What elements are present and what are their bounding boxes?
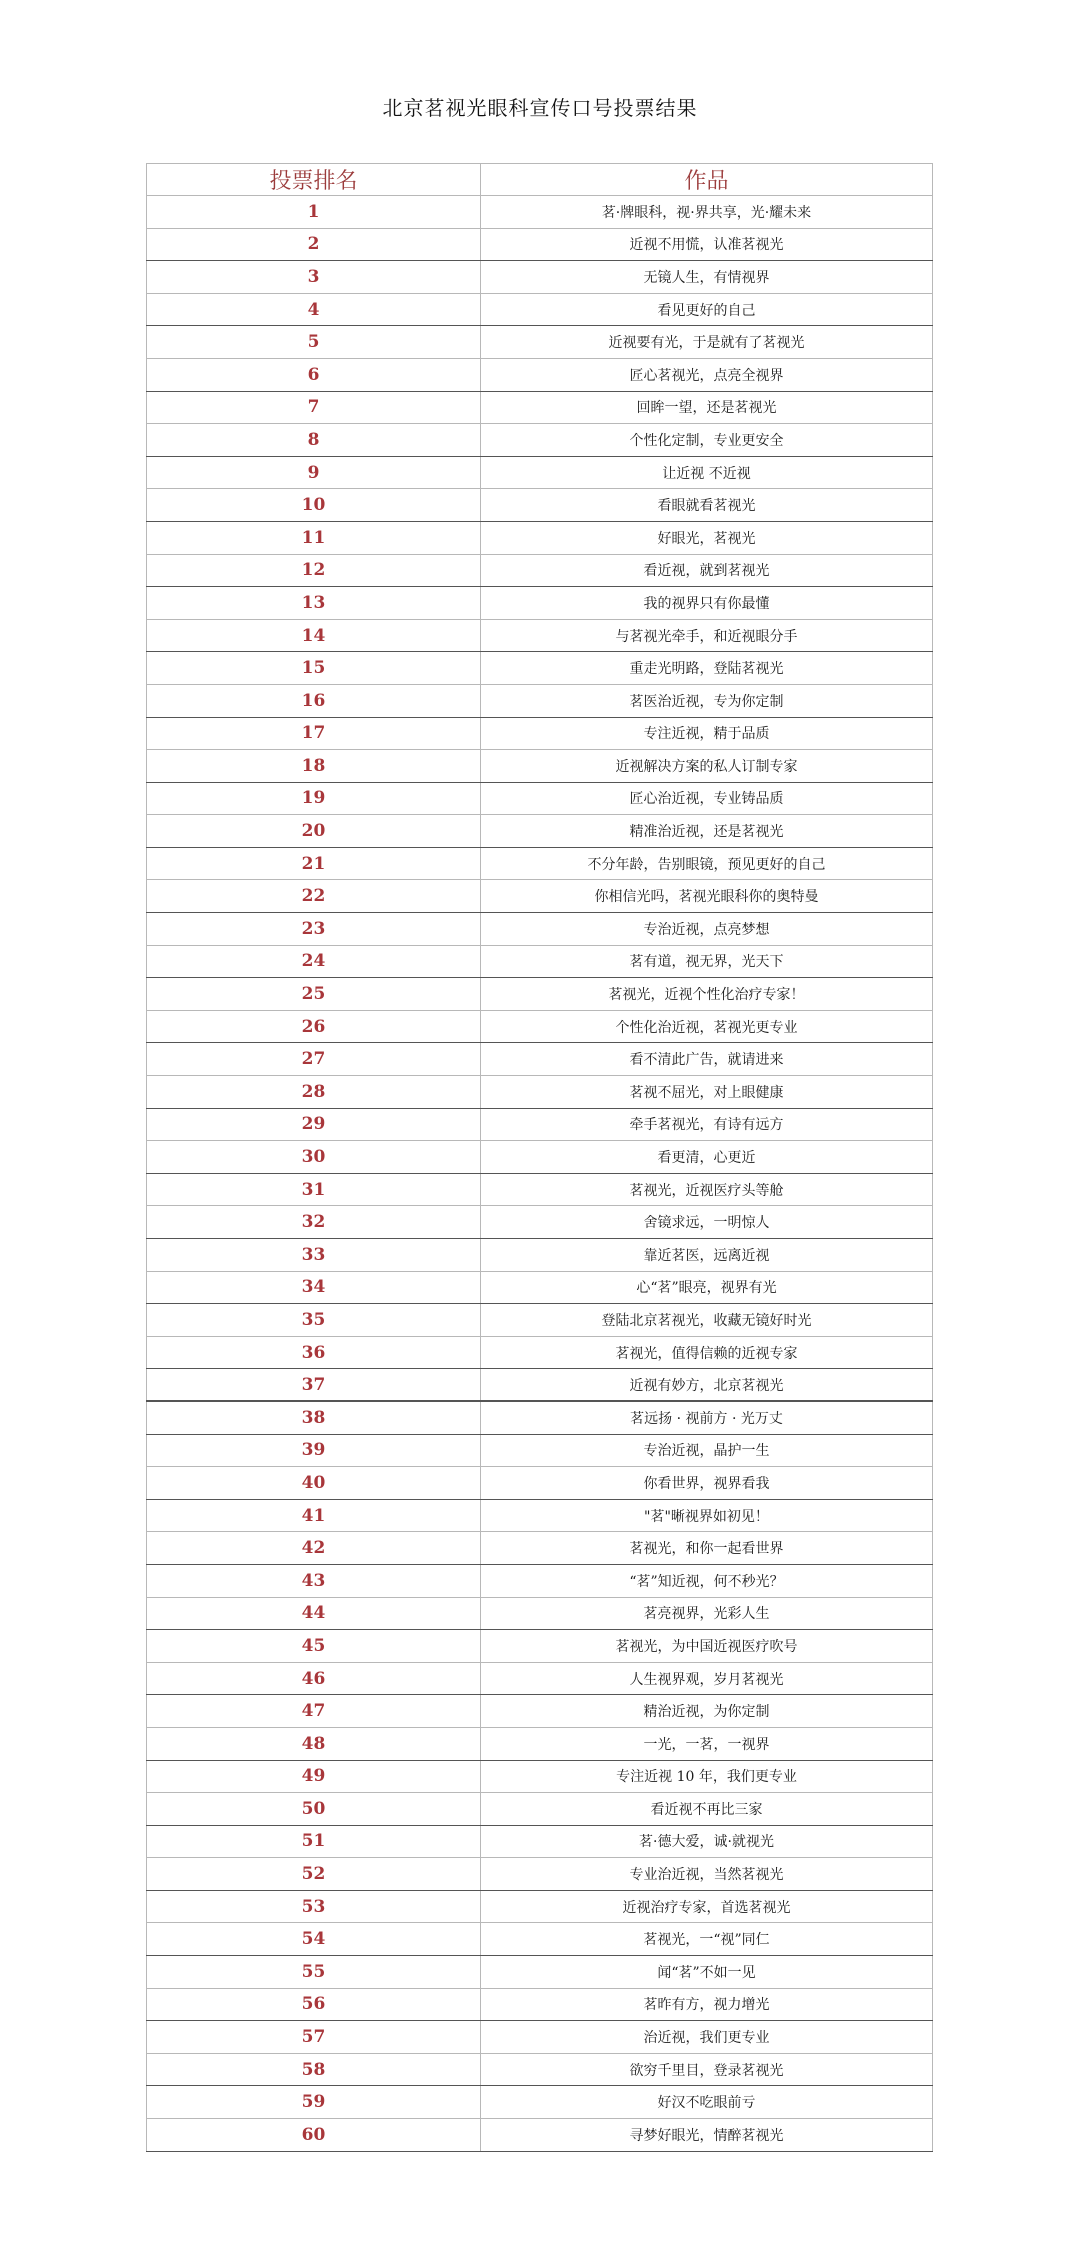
table-row: [147, 684, 933, 717]
rank-cell: 4: [147, 293, 481, 326]
rank-cell: 45: [147, 1630, 481, 1663]
rank-cell: 17: [147, 717, 481, 750]
table-header-row: [147, 164, 933, 196]
table-row: [147, 489, 933, 522]
work-cell: 茗视光，为中国近视医疗吹号: [481, 1630, 933, 1663]
rank-cell: 42: [147, 1532, 481, 1565]
work-cell: 一光，一茗，一视界: [481, 1727, 933, 1760]
table-row: [147, 391, 933, 424]
work-cell: 治近视，我们更专业: [481, 2021, 933, 2054]
work-cell: 好汉不吃眼前亏: [481, 2086, 933, 2119]
work-cell: 登陆北京茗视光，收藏无镜好时光: [481, 1304, 933, 1337]
rank-cell: 7: [147, 391, 481, 424]
table-row: [147, 2086, 933, 2119]
table-row: [147, 1206, 933, 1239]
work-cell: 看更清，心更近: [481, 1141, 933, 1174]
work-cell: 近视解决方案的私人订制专家: [481, 750, 933, 783]
table-row: [147, 815, 933, 848]
rank-cell: 22: [147, 880, 481, 913]
work-cell: 看近视，就到茗视光: [481, 554, 933, 587]
table-row: [147, 750, 933, 783]
table-row: [147, 880, 933, 913]
table-row: [147, 521, 933, 554]
table-row: [147, 1695, 933, 1728]
table-row: [147, 945, 933, 978]
work-cell: 看眼就看茗视光: [481, 489, 933, 522]
rank-cell: 13: [147, 587, 481, 620]
table-row: [147, 293, 933, 326]
table-row: [147, 1662, 933, 1695]
rank-cell: 31: [147, 1173, 481, 1206]
rank-cell: 52: [147, 1858, 481, 1891]
rank-cell: 40: [147, 1467, 481, 1500]
table-row: [147, 782, 933, 815]
rank-cell: 60: [147, 2119, 481, 2152]
table-row: [147, 1271, 933, 1304]
work-cell: 闻“茗”不如一见: [481, 1956, 933, 1989]
rank-cell: 1: [147, 196, 481, 229]
table-row: [147, 1956, 933, 1989]
work-cell: 舍镜求远，一明惊人: [481, 1206, 933, 1239]
rank-cell: 2: [147, 228, 481, 261]
table-row: [147, 1793, 933, 1826]
rank-cell: 55: [147, 1956, 481, 1989]
table-row: [147, 652, 933, 685]
work-cell: 专注近视 10 年，我们更专业: [481, 1760, 933, 1793]
table-row: [147, 1858, 933, 1891]
work-cell: 精治近视，为你定制: [481, 1695, 933, 1728]
rank-cell: 19: [147, 782, 481, 815]
rank-cell: 41: [147, 1499, 481, 1532]
table-row: [147, 1727, 933, 1760]
table-row: [147, 1304, 933, 1337]
work-cell: 欲穷千里目，登录茗视光: [481, 2053, 933, 2086]
rank-cell: 6: [147, 358, 481, 391]
work-cell: 专治近视，晶护一生: [481, 1434, 933, 1467]
rank-cell: 28: [147, 1076, 481, 1109]
work-cell: “茗”知近视，何不秒光？: [481, 1564, 933, 1597]
work-cell: 让近视 不近视: [481, 456, 933, 489]
work-cell: 与茗视光牵手，和近视眼分手: [481, 619, 933, 652]
work-cell: 近视不用慌，认准茗视光: [481, 228, 933, 261]
table-row: [147, 1336, 933, 1369]
rank-cell: 10: [147, 489, 481, 522]
work-cell: 回眸一望，还是茗视光: [481, 391, 933, 424]
table-row: [147, 1564, 933, 1597]
table-row: [147, 1173, 933, 1206]
rank-cell: 15: [147, 652, 481, 685]
table-row: [147, 619, 933, 652]
rank-cell: 8: [147, 424, 481, 457]
table-row: [147, 1532, 933, 1565]
table-row: [147, 2021, 933, 2054]
work-cell: 专注近视，精于品质: [481, 717, 933, 750]
rank-cell: 21: [147, 847, 481, 880]
table-row: [147, 326, 933, 359]
table-row: [147, 717, 933, 750]
rank-cell: 56: [147, 1988, 481, 2021]
table-row: [147, 2053, 933, 2086]
work-cell: 匠心茗视光，点亮全视界: [481, 358, 933, 391]
work-cell: 看见更好的自己: [481, 293, 933, 326]
work-cell: 不分年龄，告别眼镜，预见更好的自己: [481, 847, 933, 880]
work-cell: 心“茗”眼亮，视界有光: [481, 1271, 933, 1304]
rank-cell: 27: [147, 1043, 481, 1076]
table-row: [147, 1434, 933, 1467]
work-cell: 重走光明路，登陆茗视光: [481, 652, 933, 685]
table-body: [147, 196, 933, 2152]
table-row: [147, 1630, 933, 1663]
work-cell: 专治近视，点亮梦想: [481, 913, 933, 946]
rank-cell: 43: [147, 1564, 481, 1597]
work-cell: 我的视界只有你最懂: [481, 587, 933, 620]
work-cell: 茗亮视界，光彩人生: [481, 1597, 933, 1630]
table-row: [147, 196, 933, 229]
table-row: [147, 1499, 933, 1532]
table-row: [147, 1043, 933, 1076]
work-cell: 近视有妙方，北京茗视光: [481, 1369, 933, 1402]
work-cell: 看近视不再比三家: [481, 1793, 933, 1826]
work-cell: 靠近茗医，远离近视: [481, 1239, 933, 1272]
work-cell: 茗·德大爱，诚·就视光: [481, 1825, 933, 1858]
work-cell: 你看世界，视界看我: [481, 1467, 933, 1500]
page-title: 北京茗视光眼科宣传口号投票结果: [382, 96, 698, 120]
rank-cell: 49: [147, 1760, 481, 1793]
rank-cell: 14: [147, 619, 481, 652]
work-cell: 无镜人生，有情视界: [481, 261, 933, 294]
rank-cell: 9: [147, 456, 481, 489]
rank-cell: 26: [147, 1010, 481, 1043]
table-row: [147, 424, 933, 457]
rank-cell: 35: [147, 1304, 481, 1337]
rank-cell: 48: [147, 1727, 481, 1760]
rank-cell: 38: [147, 1401, 481, 1434]
work-cell: 匠心治近视，专业铸品质: [481, 782, 933, 815]
rank-cell: 50: [147, 1793, 481, 1826]
table-row: [147, 1988, 933, 2021]
table-row: [147, 1010, 933, 1043]
rank-cell: 5: [147, 326, 481, 359]
work-cell: 精准治近视，还是茗视光: [481, 815, 933, 848]
table-row: [147, 228, 933, 261]
rank-cell: 58: [147, 2053, 481, 2086]
rank-cell: 51: [147, 1825, 481, 1858]
work-cell: 茗医治近视，专为你定制: [481, 684, 933, 717]
table-row: [147, 1597, 933, 1630]
table-row: [147, 261, 933, 294]
table-row: [147, 456, 933, 489]
table-row: [147, 1076, 933, 1109]
work-cell: 茗有道，视无界，光天下: [481, 945, 933, 978]
work-cell: 茗视光，和你一起看世界: [481, 1532, 933, 1565]
table-row: [147, 1890, 933, 1923]
work-cell: 看不清此广告，就请进来: [481, 1043, 933, 1076]
work-cell: 茗视光，值得信赖的近视专家: [481, 1336, 933, 1369]
rank-cell: 34: [147, 1271, 481, 1304]
table-row: [147, 1369, 933, 1402]
rank-cell: 36: [147, 1336, 481, 1369]
table-row: [147, 1923, 933, 1956]
table-row: [147, 847, 933, 880]
rank-cell: 30: [147, 1141, 481, 1174]
table-row: [147, 1141, 933, 1174]
table-row: [147, 1467, 933, 1500]
table-row: [147, 587, 933, 620]
work-column-header: 作品: [481, 164, 933, 196]
work-cell: 人生视界观，岁月茗视光: [481, 1662, 933, 1695]
work-cell: 个性化定制，专业更安全: [481, 424, 933, 457]
table-row: [147, 1239, 933, 1272]
rank-cell: 25: [147, 978, 481, 1011]
table-row: [147, 358, 933, 391]
rank-cell: 20: [147, 815, 481, 848]
work-cell: 牵手茗视光，有诗有远方: [481, 1108, 933, 1141]
rank-cell: 11: [147, 521, 481, 554]
rank-cell: 3: [147, 261, 481, 294]
table-row: [147, 978, 933, 1011]
work-cell: 茗视光，近视医疗头等舱: [481, 1173, 933, 1206]
rank-cell: 12: [147, 554, 481, 587]
work-cell: 你相信光吗，茗视光眼科你的奥特曼: [481, 880, 933, 913]
table-row: [147, 2119, 933, 2152]
table-row: [147, 913, 933, 946]
work-cell: 近视治疗专家，首选茗视光: [481, 1890, 933, 1923]
table-row: [147, 1760, 933, 1793]
work-cell: "茗"晰视界如初见！: [481, 1499, 933, 1532]
table-row: [147, 554, 933, 587]
rank-cell: 37: [147, 1369, 481, 1402]
work-cell: 好眼光，茗视光: [481, 521, 933, 554]
rank-cell: 46: [147, 1662, 481, 1695]
rank-cell: 24: [147, 945, 481, 978]
work-cell: 茗视光，一“视”同仁: [481, 1923, 933, 1956]
rank-cell: 57: [147, 2021, 481, 2054]
rank-cell: 39: [147, 1434, 481, 1467]
rank-column-header: 投票排名: [147, 164, 481, 196]
rank-cell: 29: [147, 1108, 481, 1141]
work-cell: 茗远扬 · 视前方 · 光万丈: [481, 1401, 933, 1434]
work-cell: 专业治近视，当然茗视光: [481, 1858, 933, 1891]
table-row: [147, 1108, 933, 1141]
rank-cell: 33: [147, 1239, 481, 1272]
work-cell: 近视要有光，于是就有了茗视光: [481, 326, 933, 359]
rank-cell: 18: [147, 750, 481, 783]
rank-cell: 47: [147, 1695, 481, 1728]
work-cell: 茗昨有方，视力增光: [481, 1988, 933, 2021]
work-cell: 茗·牌眼科，视·界共享，光·耀未来: [481, 196, 933, 229]
rank-cell: 53: [147, 1890, 481, 1923]
rank-cell: 32: [147, 1206, 481, 1239]
rank-cell: 44: [147, 1597, 481, 1630]
work-cell: 个性化治近视，茗视光更专业: [481, 1010, 933, 1043]
rank-cell: 23: [147, 913, 481, 946]
rank-cell: 54: [147, 1923, 481, 1956]
work-cell: 茗视不屈光，对上眼健康: [481, 1076, 933, 1109]
work-cell: 寻梦好眼光，情醉茗视光: [481, 2119, 933, 2152]
results-table: [146, 163, 933, 2152]
work-cell: 茗视光，近视个性化治疗专家！: [481, 978, 933, 1011]
rank-cell: 16: [147, 684, 481, 717]
table-row: [147, 1401, 933, 1434]
table-row: [147, 1825, 933, 1858]
rank-cell: 59: [147, 2086, 481, 2119]
